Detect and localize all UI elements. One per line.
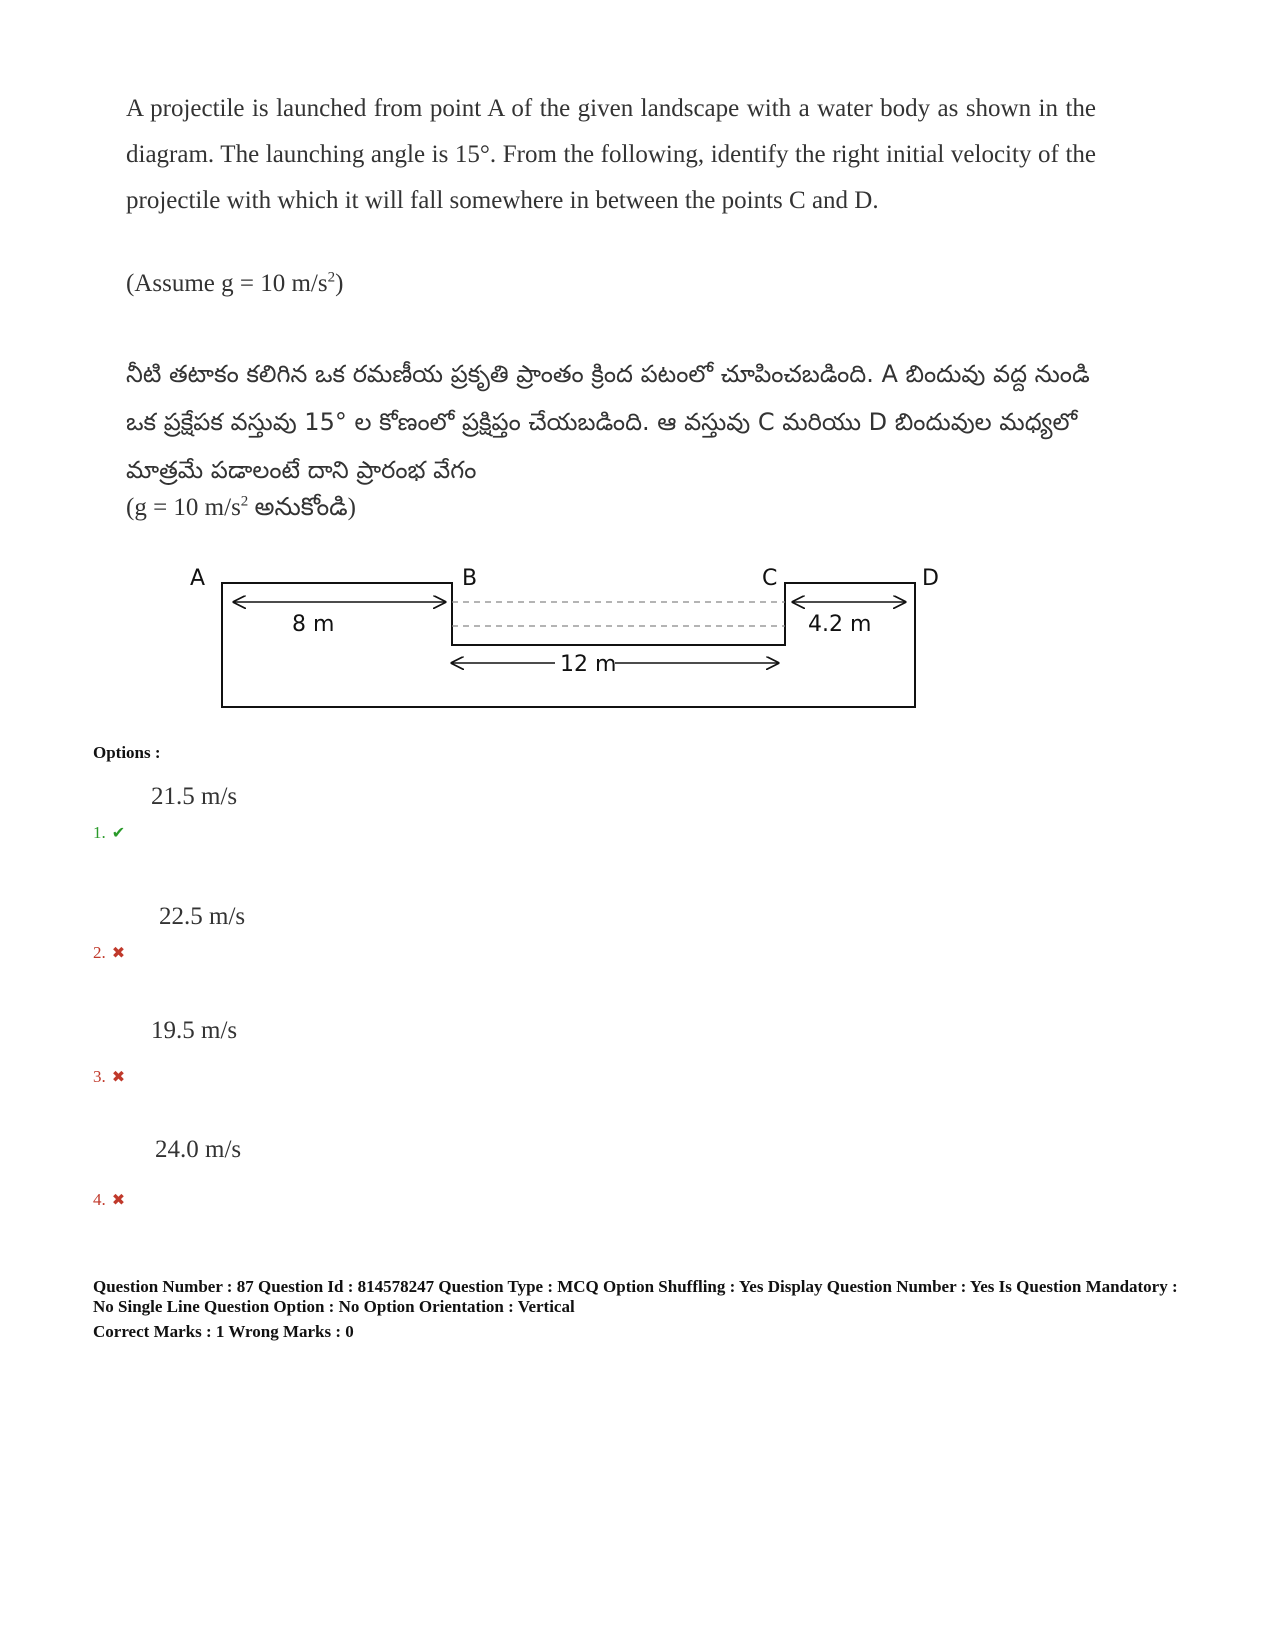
label-point-c: C xyxy=(762,566,778,591)
option-2-number xyxy=(93,943,125,963)
option-1-number xyxy=(93,823,125,843)
question-meta-info: Question Number : 87 Question Id : 814578247 Question Type : MCQ Option Shuffling : Yes Display Question Number : Yes Is Question Mandatory : No Single Line Question Option : No Option Orientation : Vertical xyxy=(93,1277,1178,1316)
option-3-text[interactable]: 19.5 m/s xyxy=(151,1017,238,1044)
cross-icon: ✖ xyxy=(111,1190,126,1209)
assumption-telugu-superscript: 2 xyxy=(240,493,249,510)
landscape-diagram xyxy=(180,565,960,725)
label-point-b: B xyxy=(462,566,478,591)
question-text-telugu: నీటి తటాకం కలిగిన ఒక రమణీయ ప్రకృతి ప్రాంతం క్రింద పటంలో చూపించబడింది. A బిందువు వద్ద నుండి ఒక ప్రక్షేపక వస్తువు 15° ల కోణంలో ప్రక్షిప్తం చేయబడింది. ఆ వస్తువు C మరియు D బిందువుల మధ్యలో మాత్రమే పడాలంటే దాని ప్రారంభ వేగం xyxy=(126,360,1090,484)
option-2-label: 2. xyxy=(93,943,106,962)
label-dist-cd: 4.2 m xyxy=(808,612,872,637)
check-icon: ✔ xyxy=(111,823,126,842)
option-4-number xyxy=(93,1190,125,1210)
option-4-text[interactable]: 24.0 m/s xyxy=(155,1136,242,1163)
question-paragraph: A projectile is launched from point A of the given landscape with a water body as shown in the diagram. The launching angle is 15°. From the following, identify the right initial velocity of the projectile with which it will fall somewhere in between the points C and D. xyxy=(126,95,1096,214)
options-label: Options : xyxy=(93,743,161,762)
assumption-prefix: (Assume g = 10 m/s xyxy=(126,270,328,297)
assumption-superscript: 2 xyxy=(327,269,336,286)
assumption-suffix: ) xyxy=(335,270,344,297)
option-2-text[interactable]: 22.5 m/s xyxy=(159,903,246,930)
cross-icon: ✖ xyxy=(111,1067,126,1086)
assumption-telugu-suffix: అనుకోండి) xyxy=(248,494,356,521)
label-point-d: D xyxy=(922,566,939,591)
option-3-label: 3. xyxy=(93,1067,106,1086)
option-1-label: 1. xyxy=(93,823,106,842)
assumption-telugu xyxy=(126,494,356,528)
question-text-english xyxy=(126,86,1096,224)
question-metadata xyxy=(93,1277,1193,1342)
label-point-a: A xyxy=(190,566,206,591)
label-dist-bc: 12 m xyxy=(560,652,617,677)
label-dist-ab: 8 m xyxy=(292,612,335,637)
option-4-label: 4. xyxy=(93,1190,106,1209)
question-marks: Correct Marks : 1 Wrong Marks : 0 xyxy=(93,1322,354,1341)
option-1-text[interactable]: 21.5 m/s xyxy=(151,783,238,810)
assumption-english xyxy=(126,270,343,298)
assumption-telugu-prefix: (g = 10 m/s xyxy=(126,494,241,521)
cross-icon: ✖ xyxy=(111,943,126,962)
option-3-number xyxy=(93,1067,125,1087)
